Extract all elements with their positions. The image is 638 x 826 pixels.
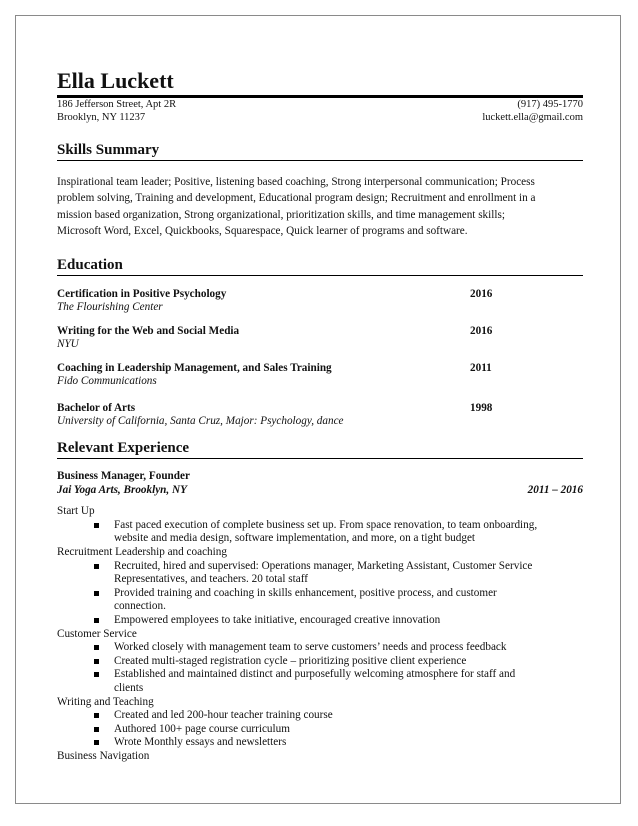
bullet-list — [57, 560, 583, 628]
bullet-item: Created multi-staged registration cycle – prioritizing positive client experience — [57, 655, 583, 669]
skills-line: problem solving, Training and development, Educational program design; Recruitment and enrollment in a — [57, 192, 536, 205]
bullet-square-icon — [94, 672, 99, 677]
bullet-list — [57, 709, 583, 750]
education-heading: Education — [57, 257, 123, 274]
experience-groups — [57, 505, 583, 763]
bullet-item: Created and led 200-hour teacher training course — [57, 709, 583, 723]
phone: (917) 495-1770 — [517, 99, 583, 110]
education-year: 2011 — [470, 362, 492, 375]
job-org-row — [57, 484, 583, 498]
job-org: Jai Yoga Arts, Brooklyn, NY — [57, 483, 187, 496]
address-line-2: Brooklyn, NY 11237 — [57, 112, 146, 123]
education-org: The Flourishing Center — [57, 301, 163, 314]
bullet-square-icon — [94, 659, 99, 664]
education-year: 2016 — [470, 325, 493, 338]
education-org: Fido Communications — [57, 375, 157, 388]
resume-name: Ella Luckett — [57, 68, 174, 93]
address — [57, 98, 176, 124]
skills-line: mission based organization, Strong organizational, prioritization skills, and time management skills; — [57, 208, 505, 221]
bullet-item: Recruited, hired and supervised: Operations manager, Marketing Assistant, Customer Service Representatives, and teachers. 20 total staff — [57, 560, 583, 587]
education-org: NYU — [57, 338, 79, 351]
bullet-item: Empowered employees to take initiative, encouraged creative innovation — [57, 614, 583, 628]
skills-paragraph — [57, 174, 583, 239]
bullet-item: Worked closely with management team to serve customers’ needs and process feedback — [57, 641, 583, 655]
education-year: 2016 — [470, 288, 493, 301]
experience-category: Recruitment Leadership and coaching — [57, 545, 227, 558]
bullet-item: Provided training and coaching in skills enhancement, positive process, and customer connection. — [57, 587, 583, 614]
bullet-square-icon — [94, 645, 99, 650]
skills-line: Inspirational team leader; Positive, listening based coaching, Strong interpersonal communication; Process — [57, 176, 535, 188]
contact-info — [482, 98, 583, 124]
bullet-square-icon — [94, 523, 99, 528]
bullet-square-icon — [94, 713, 99, 718]
education-year: 1998 — [470, 402, 493, 415]
education-title: Certification in Positive Psychology — [57, 288, 227, 301]
bullet-item: Wrote Monthly essays and newsletters — [57, 736, 583, 750]
education-item — [57, 402, 583, 428]
bullet-square-icon — [94, 740, 99, 745]
education-org: University of California, Santa Cruz, Major: Psychology, dance — [57, 415, 344, 428]
experience-heading: Relevant Experience — [57, 440, 190, 457]
education-title: Writing for the Web and Social Media — [57, 325, 240, 338]
experience-category: Business Navigation — [57, 749, 150, 762]
address-line-1: 186 Jefferson Street, Apt 2R — [57, 99, 177, 110]
experience-category: Writing and Teaching — [57, 695, 154, 708]
education-item — [57, 288, 583, 314]
job-dates: 2011 – 2016 — [527, 483, 583, 496]
experience-category: Start Up — [57, 505, 95, 518]
resume-page — [15, 15, 621, 804]
skills-line: Microsoft Word, Excel, Quickbooks, Squarespace, Quick learner of programs and software. — [57, 224, 468, 237]
bullet-square-icon — [94, 591, 99, 596]
contact-block — [57, 98, 583, 124]
job-title: Business Manager, Founder — [57, 470, 190, 483]
education-item — [57, 325, 583, 351]
bullet-square-icon — [94, 727, 99, 732]
experience-category: Customer Service — [57, 627, 137, 640]
bullet-list — [57, 641, 583, 695]
email: luckett.ella@gmail.com — [482, 112, 583, 123]
skills-heading: Skills Summary — [57, 142, 160, 158]
bullet-square-icon — [94, 618, 99, 623]
education-item — [57, 362, 583, 388]
resume-content — [57, 68, 583, 763]
bullet-item: Fast paced execution of complete business set up. From space renovation, to team onboarding, website and media design, software implementation, and more, on a tight budget — [57, 519, 583, 546]
education-title: Coaching in Leadership Management, and Sales Training — [57, 362, 332, 375]
bullet-list — [57, 519, 583, 546]
education-title: Bachelor of Arts — [57, 402, 136, 415]
bullet-square-icon — [94, 564, 99, 569]
bullet-item: Authored 100+ page course curriculum — [57, 723, 583, 737]
bullet-item: Established and maintained distinct and purposefully welcoming atmosphere for staff and clients — [57, 668, 583, 695]
